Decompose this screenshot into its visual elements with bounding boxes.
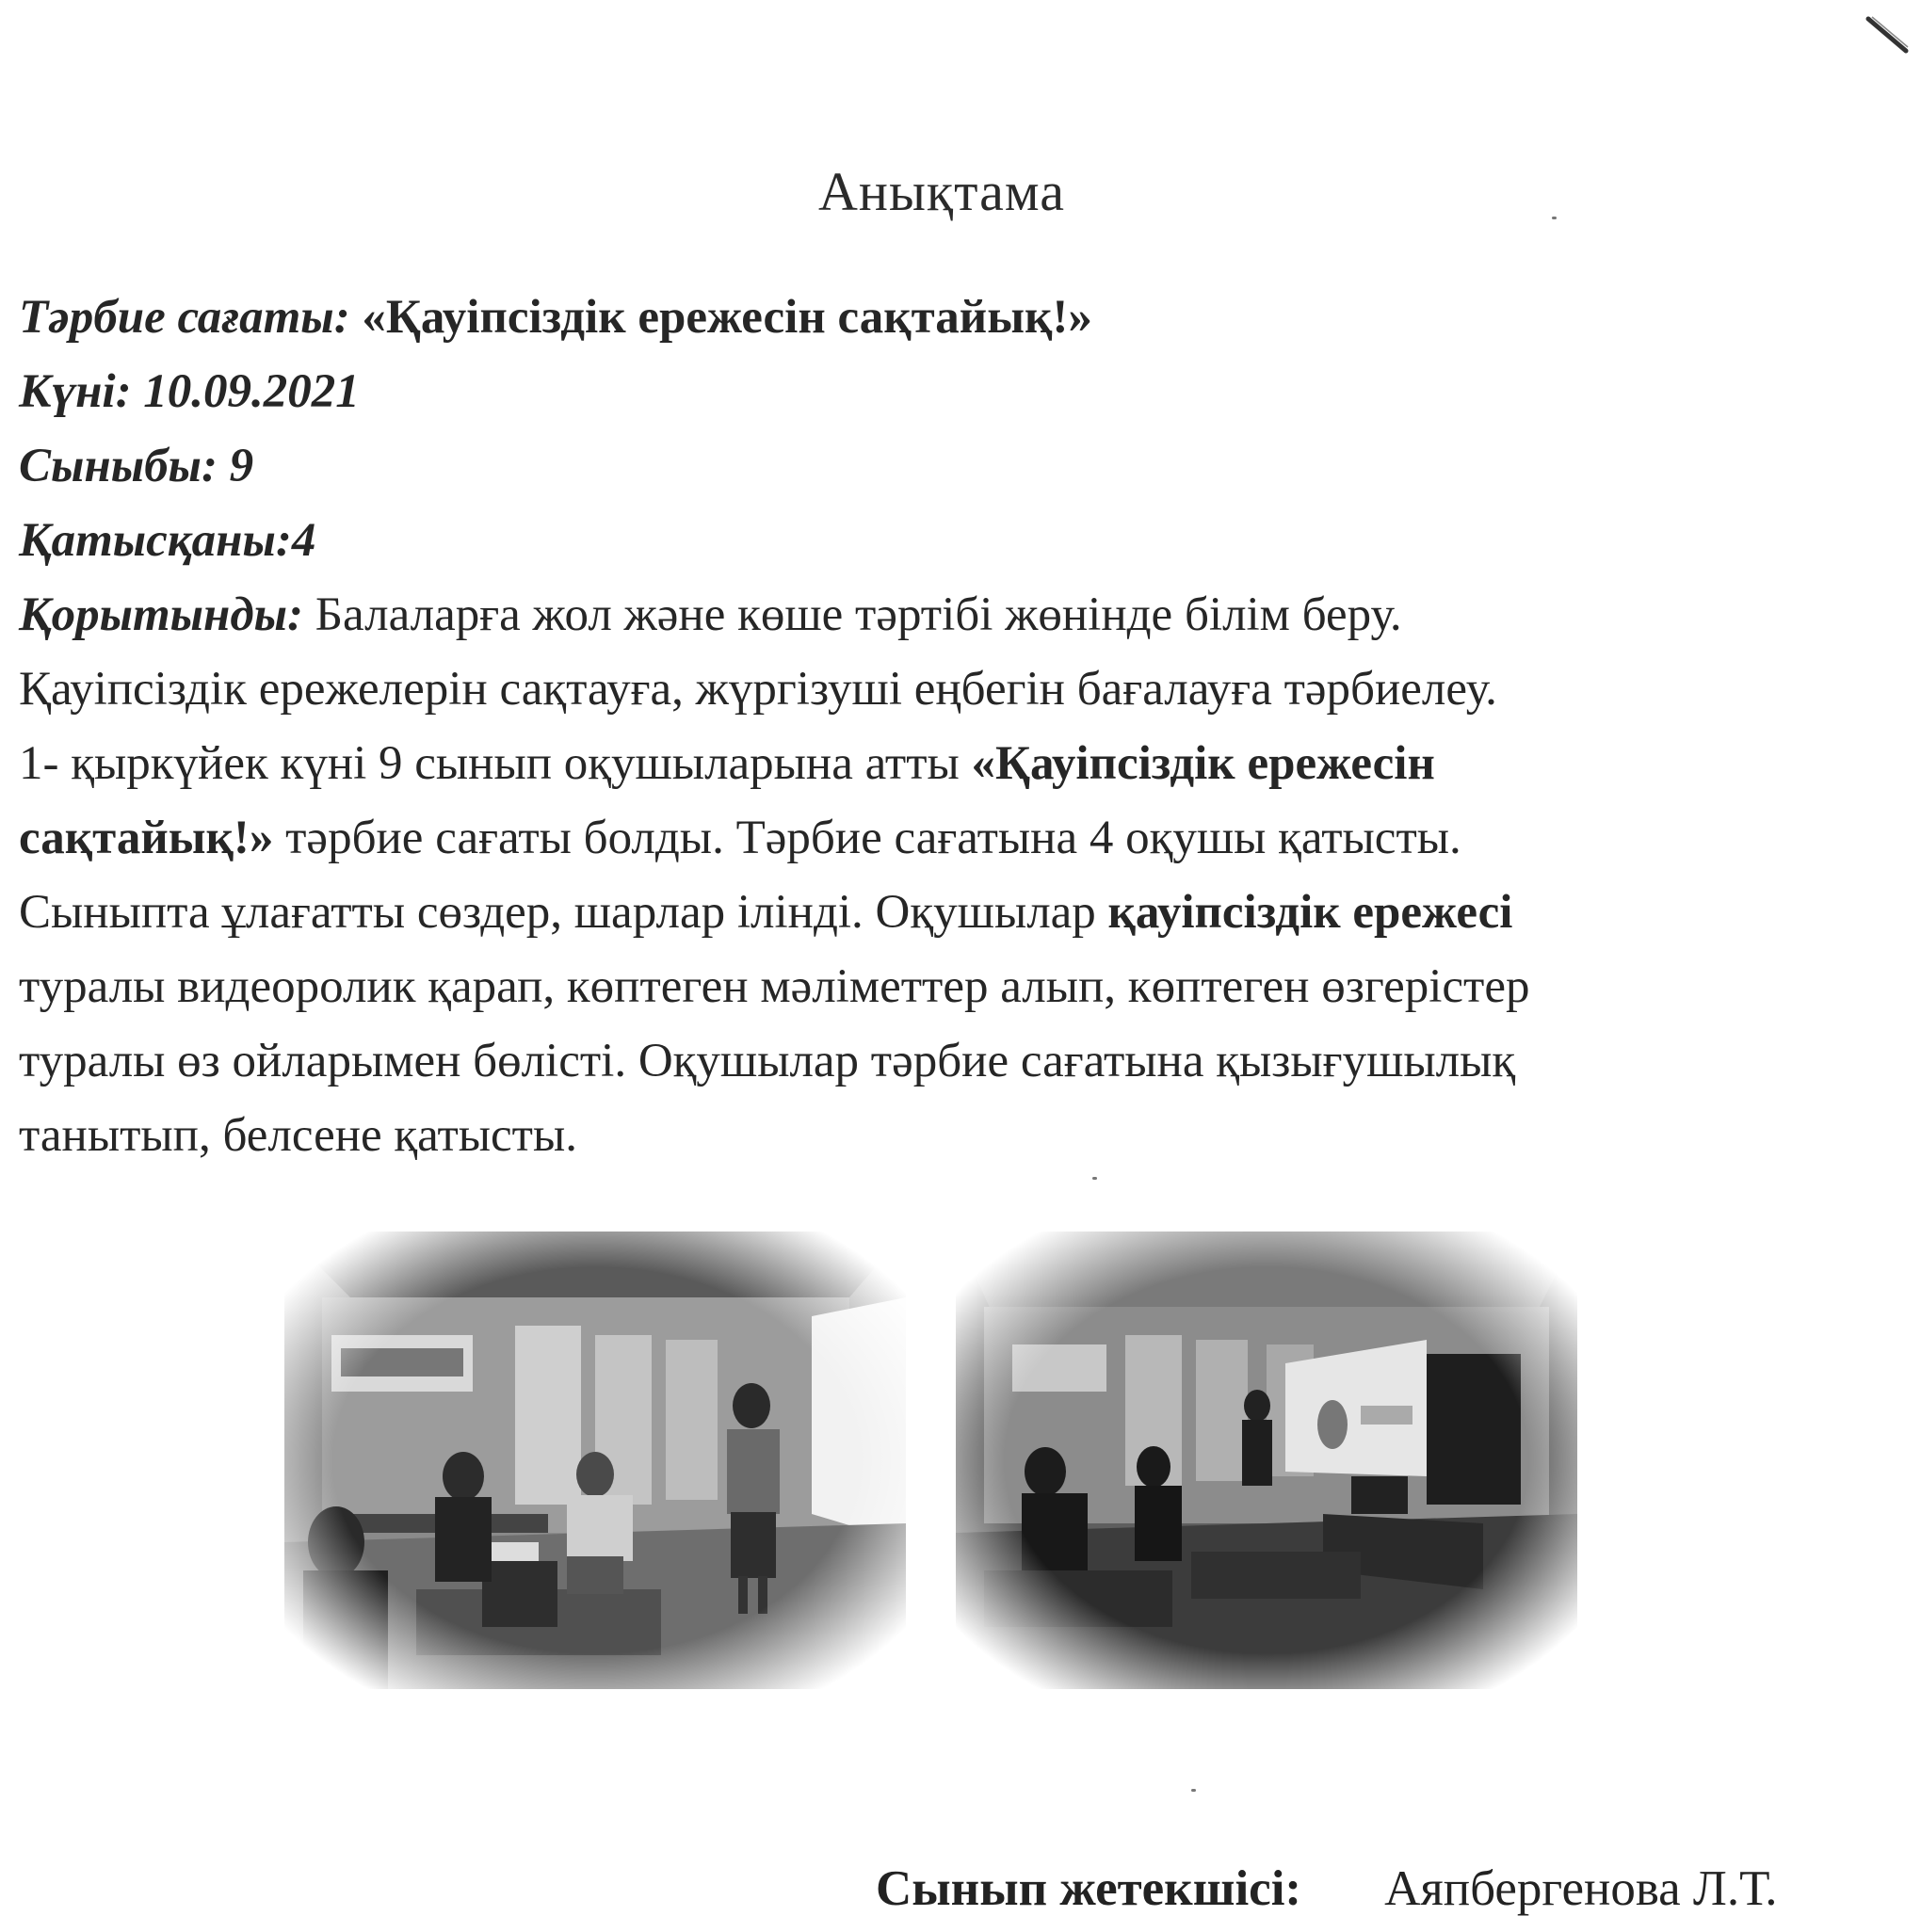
paragraph-line (19, 652, 1883, 727)
field-class (19, 429, 1883, 504)
paragraph-line (19, 876, 1883, 950)
paragraph-line (19, 1024, 1883, 1099)
field-date (19, 355, 1883, 429)
scan-speck (1191, 1789, 1196, 1792)
paragraph-text: туралы видеоролик қарап, көптеген мәліметтер алып, көптеген өзгерістер (19, 960, 1530, 1013)
field-label: Сыныбы: 9 (19, 440, 254, 492)
paragraph-line (19, 801, 1883, 876)
field-event (19, 281, 1883, 355)
paragraph-line (19, 1099, 1883, 1173)
signature-line (876, 1860, 1777, 1917)
paragraph-text: Сыныпта ұлағатты сөздер, шарлар ілінді. Оқушылар (19, 886, 1108, 939)
field-label: Күні: 10.09.2021 (19, 365, 360, 418)
paragraph-text: 1- қыркүйек күні 9 сынып оқушыларына атты (19, 737, 972, 790)
document-body (19, 281, 1883, 1173)
paragraph-text: Қауіпсіздік ережелерін сақтауға, жүргізуші еңбегін бағалауға тәрбиелеу. (19, 663, 1497, 716)
paragraph-bold-text: сақтайық!» (19, 812, 274, 864)
paragraph-text: танытып, белсене қатысты. (19, 1109, 577, 1162)
document-title: Анықтама (818, 161, 1065, 222)
event-title: «Қауіпсіздік ережесін сақтайық!» (362, 291, 1092, 344)
field-label: Қорытынды: (19, 588, 304, 641)
signature-role: Сынып жетекшісі: (876, 1861, 1302, 1916)
scan-speck (1552, 217, 1557, 219)
signature-name: Аяпбергенова Л.Т. (1384, 1861, 1778, 1916)
field-label: Тәрбие сағаты: (19, 291, 350, 344)
field-label: Қатысқаны:4 (19, 514, 316, 567)
field-conclusion (19, 578, 1883, 652)
classroom-photo-1 (284, 1232, 906, 1689)
paragraph-line (19, 727, 1883, 801)
paragraph-bold-text: қауіпсіздік ережесі (1107, 886, 1513, 939)
paragraph-text: туралы өз ойларымен бөлісті. Оқушылар тәрбие сағатына қызығушылық (19, 1035, 1516, 1087)
conclusion-text: Балаларға жол және көше тәртібі жөнінде білім беру. (315, 588, 1402, 641)
staple-mark (1864, 13, 1912, 61)
field-attendance (19, 504, 1883, 578)
paragraph-bold-text: «Қауіпсіздік ережесін (971, 737, 1435, 790)
paragraph-line (19, 950, 1883, 1024)
classroom-photo-2 (956, 1232, 1577, 1689)
scan-speck (1092, 1177, 1097, 1180)
paragraph-text: тәрбие сағаты болды. Тәрбие сағатына 4 оқушы қатысты. (273, 812, 1461, 864)
